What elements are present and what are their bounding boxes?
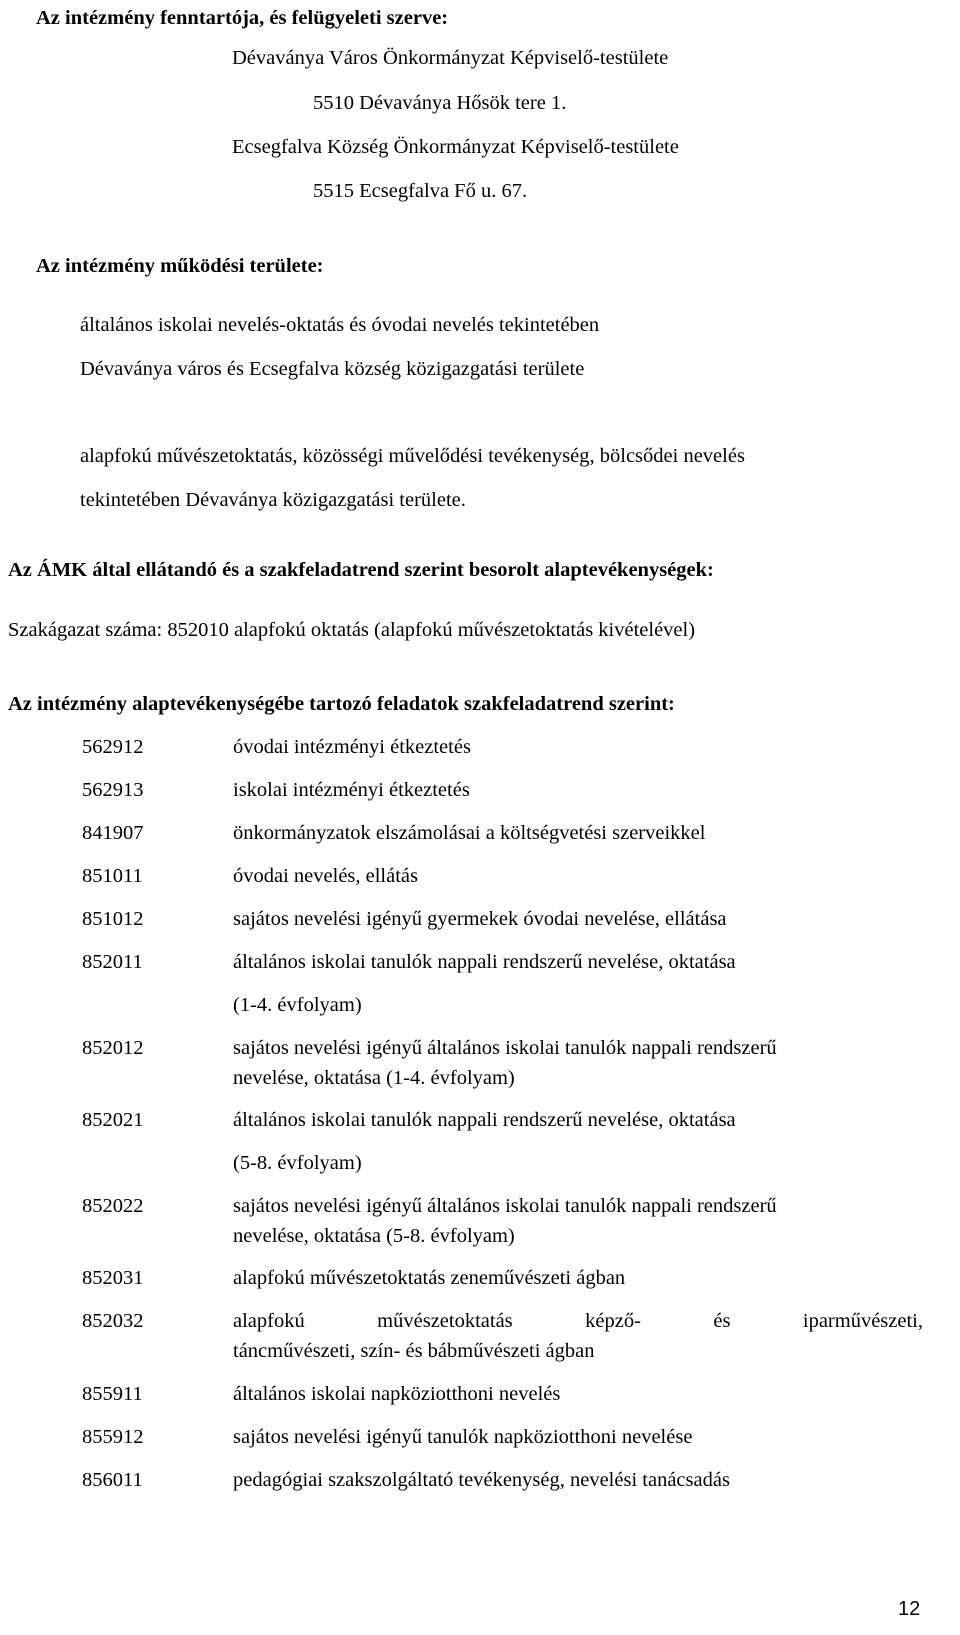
task-description-continued: nevelése, oktatása (5-8. évfolyam) xyxy=(233,1225,515,1247)
task-description: óvodai nevelés, ellátás xyxy=(233,865,419,887)
task-description: pedagógiai szakszolgáltató tevékenység, nevelési tanácsadás xyxy=(233,1469,730,1491)
task-code: 841907 xyxy=(82,822,144,844)
task-description-continued: táncművészeti, szín- és bábművészeti ágban xyxy=(233,1340,595,1362)
area-text-line-1: általános iskolai nevelés-oktatás és óvodai nevelés tekintetében xyxy=(80,314,600,336)
area-text-line-2: Dévaványa város és Ecsegfalva község közigazgatási területe xyxy=(80,358,585,380)
task-description: sajátos nevelési igényű általános iskolai tanulók nappali rendszerű xyxy=(233,1037,777,1059)
area-text-line-4: tekintetében Dévaványa közigazgatási területe. xyxy=(80,489,466,511)
task-description: óvodai intézményi étkeztetés xyxy=(233,736,471,758)
page-number: 12 xyxy=(898,1598,921,1620)
section-heading-feladatok: Az intézmény alaptevékenységébe tartozó feladatok szakfeladatrend szerint: xyxy=(8,693,675,715)
task-description: általános iskolai napköziotthoni nevelés xyxy=(233,1383,561,1405)
task-code: 855911 xyxy=(82,1383,143,1405)
task-description: általános iskolai tanulók nappali rendszerű nevelése, oktatása xyxy=(233,1109,736,1131)
task-code: 851011 xyxy=(82,865,143,887)
task-description: önkormányzatok elszámolásai a költségvetési szerveikkel xyxy=(233,822,706,844)
section-heading-alaptevekenysegek: Az ÁMK által ellátandó és a szakfeladatrend szerint besorolt alaptevékenységek: xyxy=(8,559,714,581)
task-code: 852032 xyxy=(82,1310,144,1332)
owner-line-2: 5510 Dévaványa Hősök tere 1. xyxy=(313,92,567,114)
task-description: alapfokú művészetoktatás zeneművészeti ágban xyxy=(233,1267,626,1289)
task-code: 856011 xyxy=(82,1469,143,1491)
task-code: 855912 xyxy=(82,1426,144,1448)
task-code: 851012 xyxy=(82,908,144,930)
section-heading-fenntarto: Az intézmény fenntartója, és felügyeleti szerve: xyxy=(36,7,449,29)
task-description-continued: (1-4. évfolyam) xyxy=(233,994,362,1016)
section-heading-mukodesi-terulet: Az intézmény működési területe: xyxy=(36,255,324,277)
task-code: 852012 xyxy=(82,1037,144,1059)
owner-line-1: Dévaványa Város Önkormányzat Képviselő-testülete xyxy=(232,47,669,69)
task-code: 852021 xyxy=(82,1109,144,1131)
task-code: 852031 xyxy=(82,1267,144,1289)
task-description: sajátos nevelési igényű általános iskolai tanulók nappali rendszerű xyxy=(233,1195,777,1217)
owner-line-3: Ecsegfalva Község Önkormányzat Képviselő-testülete xyxy=(232,136,679,158)
area-text-line-3: alapfokú művészetoktatás, közösségi művelődési tevékenység, bölcsődei nevelés xyxy=(80,445,745,467)
task-description: iskolai intézményi étkeztetés xyxy=(233,779,470,801)
task-description-continued: nevelése, oktatása (1-4. évfolyam) xyxy=(233,1067,515,1089)
owner-line-4: 5515 Ecsegfalva Fő u. 67. xyxy=(313,180,528,202)
task-description-continued: (5-8. évfolyam) xyxy=(233,1152,362,1174)
task-description: sajátos nevelési igényű gyermekek óvodai nevelése, ellátása xyxy=(233,908,727,930)
task-code: 562912 xyxy=(82,736,144,758)
task-description: sajátos nevelési igényű tanulók napköziotthoni nevelése xyxy=(233,1426,693,1448)
task-description: általános iskolai tanulók nappali rendszerű nevelése, oktatása xyxy=(233,951,736,973)
task-code: 852022 xyxy=(82,1195,144,1217)
task-description: alapfokú művészetoktatás képző- és iparművészeti, xyxy=(233,1310,923,1332)
szakagazat-line: Szakágazat száma: 852010 alapfokú oktatás (alapfokú művészetoktatás kivételével) xyxy=(8,619,696,641)
task-code: 562913 xyxy=(82,779,144,801)
task-code: 852011 xyxy=(82,951,143,973)
